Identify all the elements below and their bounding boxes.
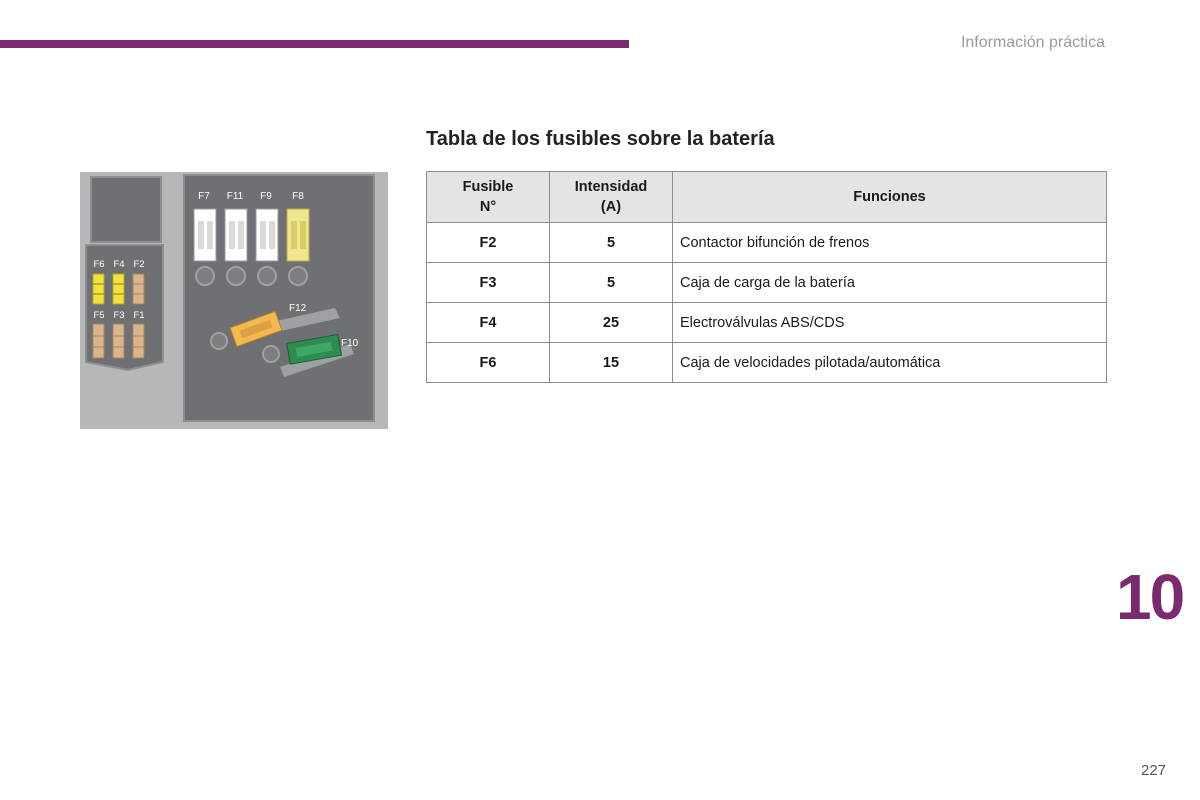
table-row: [427, 263, 1107, 303]
fuse-f7: [194, 209, 216, 261]
label-f8: F8: [292, 191, 304, 202]
bolt-5: [211, 333, 227, 349]
label-f5: F5: [93, 310, 105, 321]
label-f6: F6: [93, 259, 105, 270]
page-title: Tabla de los fusibles sobre la batería: [426, 128, 775, 150]
bolt-2: [227, 267, 245, 285]
cell-function: Electroválvulas ABS/CDS: [673, 303, 1107, 343]
cell-fuse: F6: [427, 343, 550, 383]
cell-fuse: F2: [427, 223, 550, 263]
label-f12: F12: [289, 303, 307, 314]
bolt-3: [258, 267, 276, 285]
cell-fuse: F4: [427, 303, 550, 343]
fuse-f11: [225, 209, 247, 261]
cell-amps: 5: [550, 263, 673, 303]
table-row: [427, 303, 1107, 343]
cell-function: Contactor bifunción de frenos: [673, 223, 1107, 263]
fuse-box-diagram: [80, 172, 388, 429]
label-f1: F1: [133, 310, 145, 321]
fuse-f1: [133, 324, 144, 358]
header-amperage: Intensidad (A): [550, 172, 673, 223]
header-accent-bar: [0, 40, 629, 48]
cell-fuse: F3: [427, 263, 550, 303]
label-f4: F4: [113, 259, 125, 270]
label-f11: F11: [226, 191, 244, 202]
cell-amps: 15: [550, 343, 673, 383]
fuse-f3: [113, 324, 124, 358]
cell-amps: 5: [550, 223, 673, 263]
header-fuse-number: Fusible N°: [427, 172, 550, 223]
cell-function: Caja de carga de la batería: [673, 263, 1107, 303]
label-f9: F9: [260, 191, 272, 202]
table-row: [427, 343, 1107, 383]
fuse-f9: [256, 209, 278, 261]
fuse-f6: [93, 274, 104, 304]
bolt-4: [289, 267, 307, 285]
cell-function: Caja de velocidades pilotada/automática: [673, 343, 1107, 383]
label-f7: F7: [198, 191, 210, 202]
fuse-f8: [287, 209, 309, 261]
fuse-f5: [93, 324, 104, 358]
label-f3: F3: [113, 310, 125, 321]
fuse-f2: [133, 274, 144, 304]
table-header-row: [427, 172, 1107, 223]
section-label: Información práctica: [960, 34, 1105, 51]
label-f2: F2: [133, 259, 145, 270]
chapter-number: 10: [1116, 561, 1184, 633]
bolt-1: [196, 267, 214, 285]
fuse-f4: [113, 274, 124, 304]
bolt-6: [263, 346, 279, 362]
empty-slot-box: [91, 177, 161, 242]
cell-amps: 25: [550, 303, 673, 343]
header-functions: Funciones: [673, 172, 1107, 223]
page-number: 227: [1141, 762, 1167, 779]
table-row: [427, 223, 1107, 263]
fuse-table: [426, 171, 1107, 383]
label-f10: F10: [341, 338, 359, 349]
